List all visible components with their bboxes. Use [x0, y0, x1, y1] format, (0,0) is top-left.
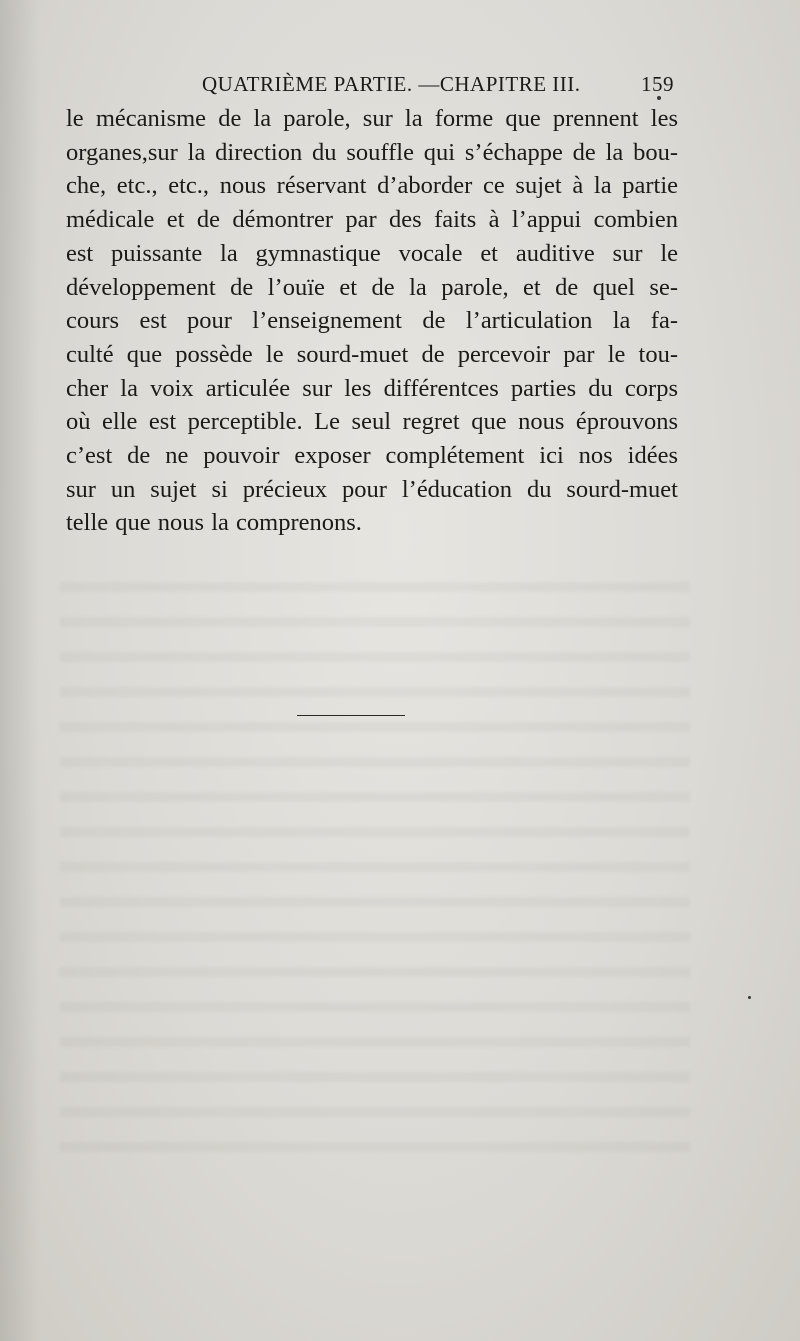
running-head: [66, 68, 678, 102]
text-line: le mécanisme de la parole, sur la forme que prennent les: [66, 105, 678, 132]
text-line: sur un sujet si précieux pour l’éducation du sourd-muet: [66, 475, 678, 503]
paper-speck: [748, 996, 751, 999]
text-line: organes,sur la direction du souffle qui s’échappe de la bou-: [66, 138, 678, 166]
show-through-text: [60, 560, 690, 1160]
section-divider: [297, 715, 405, 716]
text-line: développement de l’ouïe et de la parole, et de quel se-: [66, 273, 678, 301]
text-line: che, etc., etc., nous réservant d’aborder ce sujet à la partie: [66, 172, 678, 200]
spine-shadow: [0, 0, 40, 1341]
text-line: culté que possède le sourd-muet de percevoir par le tou-: [66, 340, 678, 368]
text-line: c’est de ne pouvoir exposer complétement ici nos idées: [66, 442, 678, 470]
paper-speck: [657, 96, 661, 100]
text-line: est puissante la gymnastique vocale et auditive sur le: [66, 239, 678, 267]
page-number: 159: [641, 72, 674, 96]
text-line: cours est pour l’enseignement de l’articulation la fa-: [66, 307, 678, 335]
text-line: telle que nous la comprenons.: [66, 509, 362, 537]
text-line: médicale et de démontrer par des faits à l’appui combien: [66, 206, 678, 234]
body-paragraph: [66, 102, 678, 540]
text-line: où elle est perceptible. Le seul regret que nous éprouvons: [66, 408, 678, 436]
text-line: cher la voix articulée sur les différentces parties du corps: [66, 374, 678, 402]
running-title: QUATRIÈME PARTIE. —CHAPITRE III.: [202, 72, 581, 96]
